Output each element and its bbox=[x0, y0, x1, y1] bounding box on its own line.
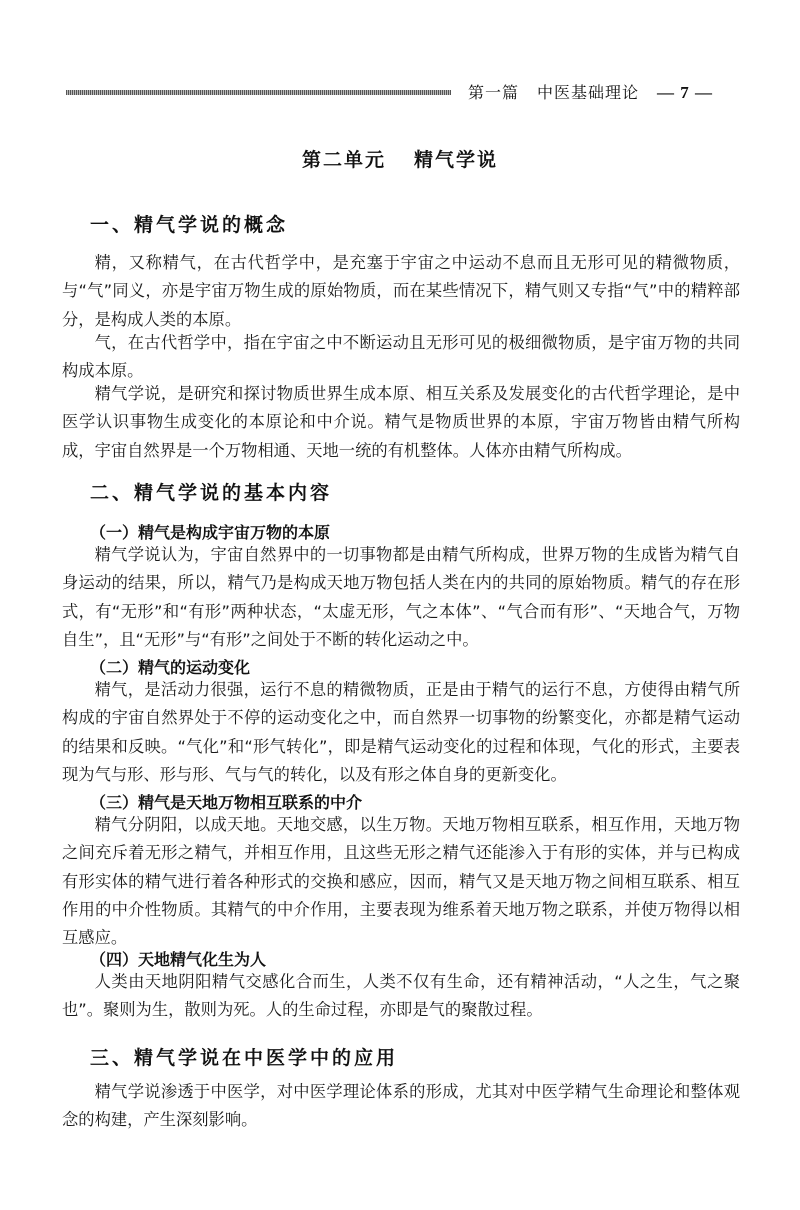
header-rule bbox=[66, 90, 451, 95]
paragraph-3-1: 精气学说渗透于中医学，对中医学理论体系的形成，尤其对中医学精气生命理论和整体观念的构建，产生深刻影响。 bbox=[62, 1082, 740, 1130]
running-header bbox=[66, 82, 736, 106]
sub-heading-2-3: （三）精气是天地万物相互联系的中介 bbox=[90, 793, 363, 812]
header-text bbox=[468, 82, 713, 104]
paragraph-1-1: 精，又称精气，在古代哲学中，是充塞于宇宙之中运动不息而且无形可见的精微物质，与“气”同义，亦是宇宙万物生成的原始物质，而在某些情况下，精气则又专指“气”中的精粹部分，是构成人类的本原。 bbox=[62, 253, 740, 329]
header-book-title: 中医基础理论 bbox=[537, 83, 640, 102]
sub-heading-2-1: （一）精气是构成宇宙万物的本原 bbox=[90, 523, 331, 542]
section-heading-2: 二、精气学说的基本内容 bbox=[90, 482, 333, 504]
section-heading-1: 一、精气学说的概念 bbox=[90, 214, 289, 236]
unit-title bbox=[0, 145, 800, 172]
paragraph-2-2: 精气，是活动力很强，运行不息的精微物质，正是由于精气的运行不息，方使得由精气所构成的宇宙自然界处于不停的运动变化之中，而自然界一切事物的纷繁变化，亦都是精气运动的结果和反映。“气化”和“形气转化”，即是精气运动变化的过程和体现，气化的形式，主要表现为气与形、形与形、气与气的转化，以及有形之体自身的更新变化。 bbox=[62, 680, 740, 784]
paragraph-2-1: 精气学说认为，宇宙自然界中的一切事物都是由精气所构成，世界万物的生成皆为精气自身运动的结果，所以，精气乃是构成天地万物包括人类在内的共同的原始物质。精气的存在形式，有“无形”和“有形”两种状态，“太虚无形，气之本体”、“气合而有形”、“天地合气，万物自生”，且“无形”与“有形”之间处于不断的转化运动之中。 bbox=[62, 545, 740, 649]
page-number: — 7 — bbox=[657, 83, 714, 102]
unit-name: 精气学说 bbox=[414, 149, 499, 171]
paragraph-1-2: 气，在古代哲学中，指在宇宙之中不断运动且无形可见的极细微物质，是宇宙万物的共同构成本原。 bbox=[62, 333, 740, 381]
header-part: 第一篇 bbox=[468, 83, 520, 102]
paragraph-2-3: 精气分阴阳，以成天地。天地交感，以生万物。天地万物相互联系，相互作用，天地万物之间充斥着无形之精气，并相互作用，且这些无形之精气还能渗入于有形的实体，并与已构成有形实体的精气进行着各种形式的交换和感应，因而，精气又是天地万物之间相互联系、相互作用的中介性物质。其精气的中介作用，主要表现为维系着天地万物之联系，并使万物得以相互感应。 bbox=[62, 815, 740, 948]
sub-heading-2-2: （二）精气的运动变化 bbox=[90, 658, 251, 677]
paragraph-2-4: 人类由天地阴阳精气交感化合而生，人类不仅有生命，还有精神活动，“人之生，气之聚也”。聚则为生，散则为死。人的生命过程，亦即是气的聚散过程。 bbox=[62, 972, 740, 1020]
sub-heading-2-4: （四）天地精气化生为人 bbox=[90, 950, 267, 969]
section-heading-3: 三、精气学说在中医学中的应用 bbox=[90, 1047, 399, 1069]
paragraph-1-3: 精气学说，是研究和探讨物质世界生成本原、相互关系及发展变化的古代哲学理论，是中医学认识事物生成变化的本原论和中介说。精气是物质世界的本原，宇宙万物皆由精气所构成，宇宙自然界是一个万物相通、天地一统的有机整体。人体亦由精气所构成。 bbox=[62, 384, 740, 460]
unit-label: 第二单元 bbox=[301, 149, 386, 171]
